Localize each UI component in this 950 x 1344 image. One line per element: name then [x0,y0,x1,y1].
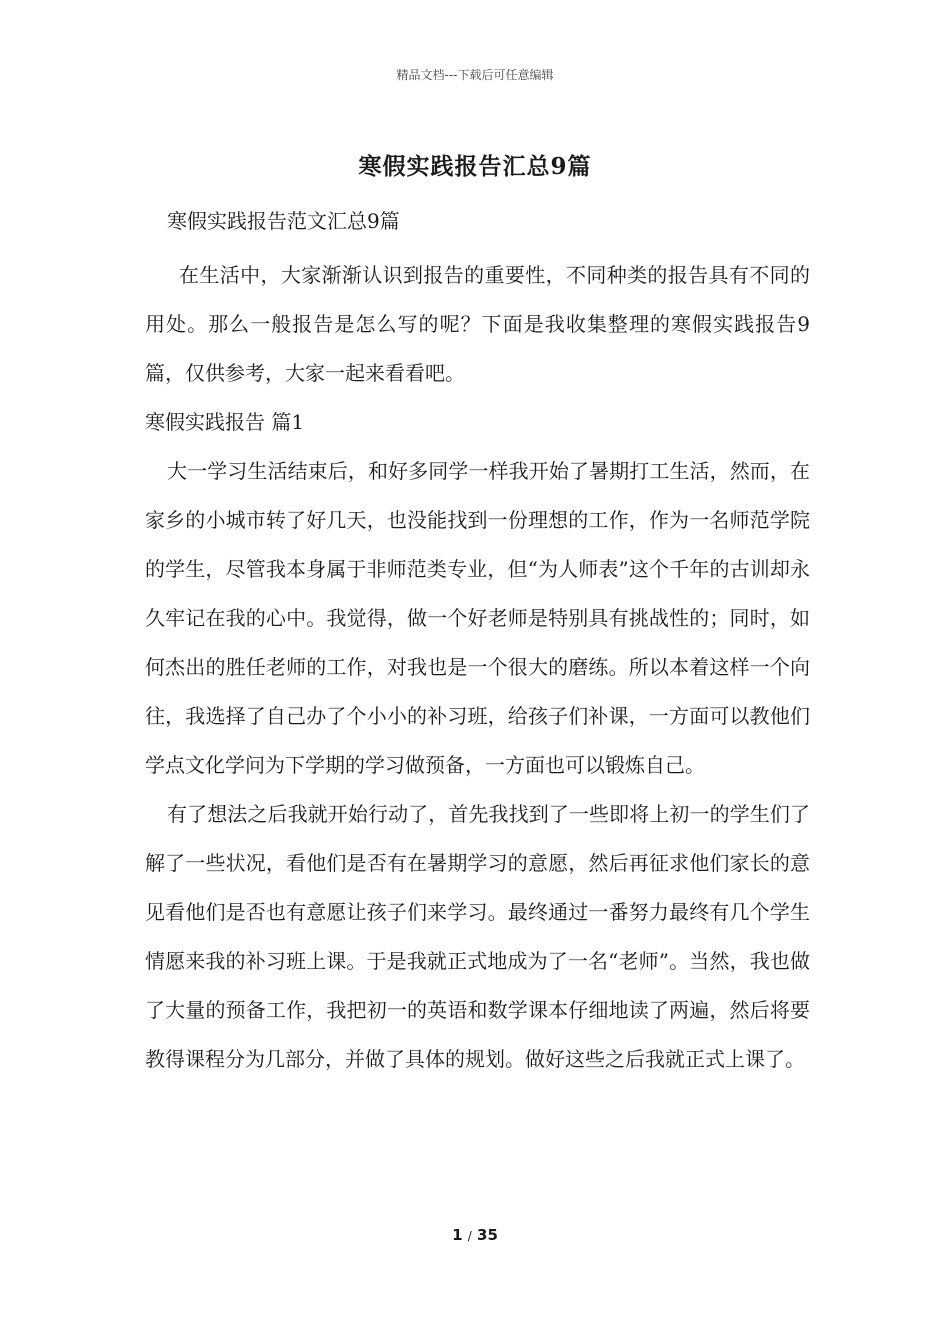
document-title: 寒假实践报告汇总9篇 [358,153,592,180]
total-pages: 35 [477,1226,498,1244]
page-separator: / [467,1229,472,1243]
header-note: 精品文档---下载后可任意编辑 [396,68,554,82]
current-page: 1 [452,1226,463,1244]
body-paragraph-2: 有了想法之后我就开始行动了，首先我找到了一些即将上初一的学生们了解了一些状况，看他们是否有在暑期学习的意愿，然后再征求他们家长的意见看他们是否也有意愿让孩子们来学习。最终通过一番努力最终有几个学生情愿来我的补习班上课。于是我就正式地成为了一名“老师”。当然，我也做了大量的预备工作，我把初一的英语和数学课本仔细地读了两遍，然后将要教得课程分为几部分，并做了具体的规划。做好这些之后我就正式上课了。 [145,802,810,1071]
intro-paragraph: 在生活中，大家渐渐认识到报告的重要性，不同种类的报告具有不同的用处。那么一般报告是怎么写的呢？下面是我收集整理的寒假实践报告9篇，仅供参考，大家一起来看看吧。 [145,263,810,385]
document-body [145,203,810,1084]
body-paragraph-1: 大一学习生活结束后，和好多同学一样我开始了暑期打工生活，然而，在家乡的小城市转了好几天，也没能找到一份理想的工作，作为一名师范学院的学生，尽管我本身属于非师范类专业，但“为人师表”这个千年的古训却永久牢记在我的心中。我觉得，做一个好老师是特别具有挑战性的；同时，如何杰出的胜任老师的工作，对我也是一个很大的磨练。所以本着这样一个向往，我选择了自己办了个小小的补习班，给孩子们补课，一方面可以教他们学点文化学问为下学期的学习做预备，一方面也可以锻炼自己。 [145,459,810,777]
section-heading: 寒假实践报告 篇1 [145,410,305,434]
document-subtitle: 寒假实践报告范文汇总9篇 [167,209,400,233]
page-number-indicator [0,1226,950,1244]
